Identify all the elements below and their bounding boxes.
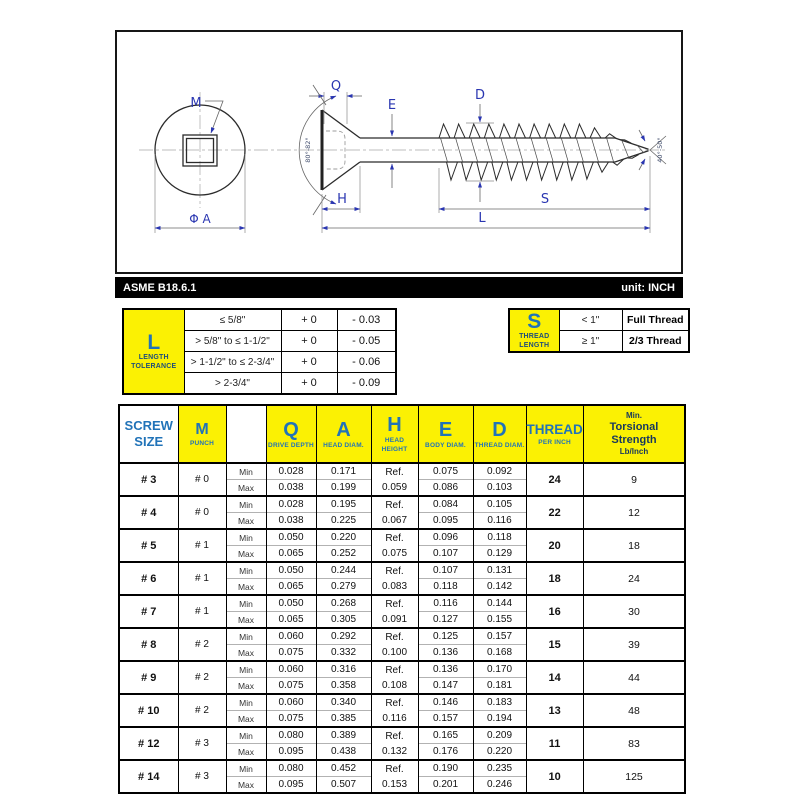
min-label: Min	[226, 661, 266, 678]
thread-length-range: ≥ 1"	[559, 331, 622, 353]
screw-drawing-svg	[117, 32, 681, 272]
tolerance-minus: - 0.03	[337, 309, 396, 331]
head-height-value: 0.108	[381, 679, 408, 691]
body-diam-min: 0.146	[418, 694, 473, 711]
head-diam-max: 0.305	[316, 612, 371, 629]
thread-per-inch-cell: 13	[526, 694, 583, 727]
l-caption-1: LENGTH	[138, 354, 169, 361]
thread-diam-min: 0.170	[473, 661, 526, 678]
body-diam-max: 0.176	[418, 744, 473, 761]
header-punch: M PUNCH	[178, 405, 226, 463]
header-body-diam: E BODY DIAM.	[418, 405, 473, 463]
torsional-strength-cell: 125	[583, 760, 685, 793]
thread-crests-bottom	[447, 155, 639, 180]
spec-row-min	[119, 727, 685, 744]
head-diam-min: 0.340	[316, 694, 371, 711]
head-height-ref: Ref.	[385, 499, 404, 511]
thread-diam-min: 0.105	[473, 496, 526, 513]
min-label: Min	[226, 628, 266, 645]
screw-size-cell: # 6	[119, 562, 178, 595]
head-angle-label: 80°-82°	[304, 137, 312, 163]
head-height-value: 0.132	[381, 745, 408, 757]
max-label: Max	[226, 645, 266, 662]
thread-crests-top	[439, 124, 631, 143]
max-label: Max	[226, 777, 266, 794]
head-diam-min: 0.195	[316, 496, 371, 513]
head-height-value: 0.116	[382, 712, 407, 724]
head-height-ref: Ref.	[385, 730, 404, 742]
s-caption-1: THREAD	[519, 333, 550, 340]
spec-row-min	[119, 760, 685, 777]
thread-length-range: < 1"	[559, 309, 622, 331]
torsional-strength-cell: 48	[583, 694, 685, 727]
min-label: Min	[226, 463, 266, 480]
dim-label-e: E	[387, 98, 397, 113]
thread-diam-max: 0.246	[473, 777, 526, 794]
screw-size-cell: # 10	[119, 694, 178, 727]
head-height-cell	[371, 661, 418, 694]
dim-label-s: S	[540, 192, 550, 207]
head-height-ref: Ref.	[385, 598, 404, 610]
head-height-ref: Ref.	[385, 466, 404, 478]
tolerance-plus: + 0	[281, 352, 337, 373]
head-diam-max: 0.332	[316, 645, 371, 662]
thread-per-inch-cell: 11	[526, 727, 583, 760]
max-label: Max	[226, 480, 266, 497]
min-label: Min	[226, 529, 266, 546]
body-diam-min: 0.096	[418, 529, 473, 546]
max-label: Max	[226, 579, 266, 596]
body-diam-max: 0.136	[418, 645, 473, 662]
drive-depth-min: 0.050	[266, 562, 316, 579]
torsional-strength-cell: 30	[583, 595, 685, 628]
body-diam-min: 0.075	[418, 463, 473, 480]
screw-size-cell: # 3	[119, 463, 178, 496]
body-diam-min: 0.165	[418, 727, 473, 744]
body-diam-max: 0.107	[418, 546, 473, 563]
drive-depth-min: 0.080	[266, 760, 316, 777]
head-height-cell	[371, 628, 418, 661]
s-caption-2: LENGTH	[519, 341, 550, 349]
punch-size-cell: # 0	[178, 496, 226, 529]
min-label: Min	[226, 496, 266, 513]
head-height-ref: Ref.	[385, 631, 404, 643]
head-diam-max: 0.438	[316, 744, 371, 761]
dim-label-q: Q	[330, 79, 342, 94]
head-height-value: 0.083	[381, 580, 408, 592]
tolerance-range: > 1-1/2" to ≤ 2-3/4"	[184, 352, 281, 373]
header-head-height: H HEAD HEIGHT	[371, 405, 418, 463]
head-diam-min: 0.389	[316, 727, 371, 744]
max-label: Max	[226, 546, 266, 563]
head-height-ref: Ref.	[385, 532, 404, 544]
standard-title-bar	[115, 277, 683, 298]
spec-table-body	[119, 463, 685, 793]
thread-diam-max: 0.194	[473, 711, 526, 728]
drive-depth-max: 0.075	[266, 711, 316, 728]
spec-row-min	[119, 661, 685, 678]
header-drive-depth: Q DRIVE DEPTH	[266, 405, 316, 463]
spec-table-header-row	[119, 405, 685, 463]
screw-front-view	[155, 92, 245, 233]
torsional-strength-cell: 24	[583, 562, 685, 595]
body-diam-min: 0.125	[418, 628, 473, 645]
screw-size-cell: # 8	[119, 628, 178, 661]
torsional-strength-cell: 83	[583, 727, 685, 760]
head-height-value: 0.075	[381, 547, 408, 559]
thread-per-inch-cell: 20	[526, 529, 583, 562]
screw-spec-table	[118, 404, 686, 794]
thread-per-inch-cell: 10	[526, 760, 583, 793]
head-diam-min: 0.292	[316, 628, 371, 645]
header-thread-diam: D THREAD DIAM.	[473, 405, 526, 463]
head-diam-max: 0.279	[316, 579, 371, 596]
header-torsional-strength: Min. Torsional Strength Lb/Inch	[583, 405, 685, 463]
min-label: Min	[226, 562, 266, 579]
tolerance-range: > 2-3/4"	[184, 373, 281, 395]
head-diam-min: 0.452	[316, 760, 371, 777]
spec-row-min	[119, 628, 685, 645]
thread-diam-max: 0.220	[473, 744, 526, 761]
thread-diam-min: 0.183	[473, 694, 526, 711]
tolerance-minus: - 0.05	[337, 331, 396, 352]
point-angle-label: 40°-50°	[656, 137, 664, 163]
screw-technical-drawing	[115, 30, 683, 274]
head-height-cell	[371, 694, 418, 727]
screw-size-cell: # 5	[119, 529, 178, 562]
spec-row-min	[119, 496, 685, 513]
drive-depth-max: 0.065	[266, 579, 316, 596]
punch-size-cell: # 0	[178, 463, 226, 496]
punch-size-cell: # 1	[178, 562, 226, 595]
head-diam-min: 0.220	[316, 529, 371, 546]
thread-length-header-cell	[509, 309, 559, 352]
head-height-cell	[371, 760, 418, 793]
body-diam-max: 0.157	[418, 711, 473, 728]
body-diam-min: 0.084	[418, 496, 473, 513]
screw-thread-section	[322, 88, 666, 233]
punch-size-cell: # 2	[178, 694, 226, 727]
min-label: Min	[226, 595, 266, 612]
torsional-strength-cell: 18	[583, 529, 685, 562]
head-height-value: 0.100	[381, 646, 408, 658]
max-label: Max	[226, 612, 266, 629]
thread-diam-min: 0.118	[473, 529, 526, 546]
thread-diam-max: 0.129	[473, 546, 526, 563]
head-diam-min: 0.171	[316, 463, 371, 480]
head-height-ref: Ref.	[385, 763, 404, 775]
unit-label: unit: INCH	[621, 281, 675, 294]
screw-size-cell: # 7	[119, 595, 178, 628]
punch-size-cell: # 3	[178, 760, 226, 793]
head-diam-max: 0.225	[316, 513, 371, 530]
tolerance-range: > 5/8" to ≤ 1-1/2"	[184, 331, 281, 352]
punch-size-cell: # 2	[178, 628, 226, 661]
drive-depth-max: 0.038	[266, 480, 316, 497]
punch-size-cell: # 3	[178, 727, 226, 760]
l-symbol: L	[147, 331, 161, 354]
spec-row-min	[119, 595, 685, 612]
drive-depth-min: 0.060	[266, 694, 316, 711]
screw-side-view	[299, 79, 439, 233]
torsional-strength-cell: 9	[583, 463, 685, 496]
dim-label-phi-a: Φ A	[189, 212, 211, 226]
l-caption-2: TOLERANCE	[131, 362, 177, 370]
body-diam-min: 0.190	[418, 760, 473, 777]
head-height-ref: Ref.	[385, 565, 404, 577]
head-height-cell	[371, 727, 418, 760]
spec-row-min	[119, 529, 685, 546]
header-screw-size: SCREW SIZE	[119, 405, 178, 463]
body-diam-max: 0.086	[418, 480, 473, 497]
min-label: Min	[226, 694, 266, 711]
thread-diam-max: 0.155	[473, 612, 526, 629]
max-label: Max	[226, 711, 266, 728]
drive-depth-min: 0.080	[266, 727, 316, 744]
dim-label-m: M	[190, 96, 202, 111]
head-diam-max: 0.358	[316, 678, 371, 695]
tolerance-plus: + 0	[281, 309, 337, 331]
header-minmax	[226, 405, 266, 463]
torsional-strength-cell: 12	[583, 496, 685, 529]
head-height-ref: Ref.	[385, 664, 404, 676]
drive-depth-max: 0.065	[266, 612, 316, 629]
thread-diam-max: 0.103	[473, 480, 526, 497]
screw-size-cell: # 4	[119, 496, 178, 529]
dim-label-d: D	[474, 88, 486, 103]
drive-depth-min: 0.028	[266, 463, 316, 480]
screw-size-cell: # 9	[119, 661, 178, 694]
thread-per-inch-cell: 24	[526, 463, 583, 496]
header-head-diam: A HEAD DIAM.	[316, 405, 371, 463]
spec-row-min	[119, 562, 685, 579]
tolerance-minus: - 0.06	[337, 352, 396, 373]
body-diam-max: 0.127	[418, 612, 473, 629]
head-height-ref: Ref.	[385, 697, 404, 709]
tolerance-range: ≤ 5/8"	[184, 309, 281, 331]
body-diam-min: 0.136	[418, 661, 473, 678]
drive-depth-max: 0.075	[266, 678, 316, 695]
head-diam-min: 0.316	[316, 661, 371, 678]
body-diam-min: 0.107	[418, 562, 473, 579]
body-diam-max: 0.201	[418, 777, 473, 794]
thread-diam-max: 0.142	[473, 579, 526, 596]
drive-depth-max: 0.095	[266, 777, 316, 794]
head-diam-min: 0.244	[316, 562, 371, 579]
screw-size-cell: # 12	[119, 727, 178, 760]
drive-depth-max: 0.095	[266, 744, 316, 761]
head-height-value: 0.059	[381, 481, 408, 493]
head-height-value: 0.091	[381, 613, 408, 625]
thread-diam-min: 0.092	[473, 463, 526, 480]
spec-row-min	[119, 463, 685, 480]
thread-per-inch-cell: 18	[526, 562, 583, 595]
head-height-cell	[371, 463, 418, 496]
thread-per-inch-cell: 15	[526, 628, 583, 661]
head-diam-max: 0.199	[316, 480, 371, 497]
thread-length-table	[508, 308, 690, 353]
body-diam-max: 0.118	[418, 579, 473, 596]
max-label: Max	[226, 678, 266, 695]
head-height-value: 0.067	[381, 514, 408, 526]
min-label: Min	[226, 760, 266, 777]
length-tolerance-header-cell	[123, 309, 184, 394]
head-height-cell	[371, 529, 418, 562]
head-diam-min: 0.268	[316, 595, 371, 612]
head-diam-max: 0.385	[316, 711, 371, 728]
dim-label-l: L	[478, 211, 486, 226]
head-height-cell	[371, 496, 418, 529]
spec-row-min	[119, 694, 685, 711]
thread-length-value: Full Thread	[622, 309, 689, 331]
max-label: Max	[226, 513, 266, 530]
head-diam-max: 0.507	[316, 777, 371, 794]
thread-diam-min: 0.131	[473, 562, 526, 579]
thread-per-inch-cell: 14	[526, 661, 583, 694]
torsional-strength-cell: 44	[583, 661, 685, 694]
standard-name: ASME B18.6.1	[123, 281, 197, 294]
tolerance-minus: - 0.09	[337, 373, 396, 395]
thread-length-value: 2/3 Thread	[622, 331, 689, 353]
drive-depth-max: 0.065	[266, 546, 316, 563]
torsional-strength-cell: 39	[583, 628, 685, 661]
drive-depth-max: 0.075	[266, 645, 316, 662]
body-diam-max: 0.095	[418, 513, 473, 530]
head-height-cell	[371, 562, 418, 595]
drive-depth-min: 0.050	[266, 529, 316, 546]
tolerance-plus: + 0	[281, 373, 337, 395]
thread-diam-min: 0.209	[473, 727, 526, 744]
s-symbol: S	[527, 310, 542, 333]
thread-diam-max: 0.168	[473, 645, 526, 662]
thread-per-inch-cell: 16	[526, 595, 583, 628]
tolerance-plus: + 0	[281, 331, 337, 352]
length-tolerance-table	[122, 308, 397, 395]
header-thread-per-inch: THREAD PER INCH	[526, 405, 583, 463]
drive-depth-min: 0.050	[266, 595, 316, 612]
drive-depth-min: 0.028	[266, 496, 316, 513]
punch-size-cell: # 1	[178, 595, 226, 628]
min-label: Min	[226, 727, 266, 744]
head-height-value: 0.153	[381, 778, 408, 790]
thread-diam-min: 0.157	[473, 628, 526, 645]
head-height-cell	[371, 595, 418, 628]
punch-size-cell: # 2	[178, 661, 226, 694]
screw-size-cell: # 14	[119, 760, 178, 793]
drive-depth-min: 0.060	[266, 661, 316, 678]
drive-depth-min: 0.060	[266, 628, 316, 645]
max-label: Max	[226, 744, 266, 761]
thread-diam-max: 0.181	[473, 678, 526, 695]
drive-depth-max: 0.038	[266, 513, 316, 530]
dim-label-h: H	[337, 192, 347, 207]
thread-diam-min: 0.235	[473, 760, 526, 777]
thread-diam-min: 0.144	[473, 595, 526, 612]
thread-diam-max: 0.116	[473, 513, 526, 530]
body-diam-min: 0.116	[418, 595, 473, 612]
head-diam-max: 0.252	[316, 546, 371, 563]
punch-size-cell: # 1	[178, 529, 226, 562]
thread-per-inch-cell: 22	[526, 496, 583, 529]
body-diam-max: 0.147	[418, 678, 473, 695]
